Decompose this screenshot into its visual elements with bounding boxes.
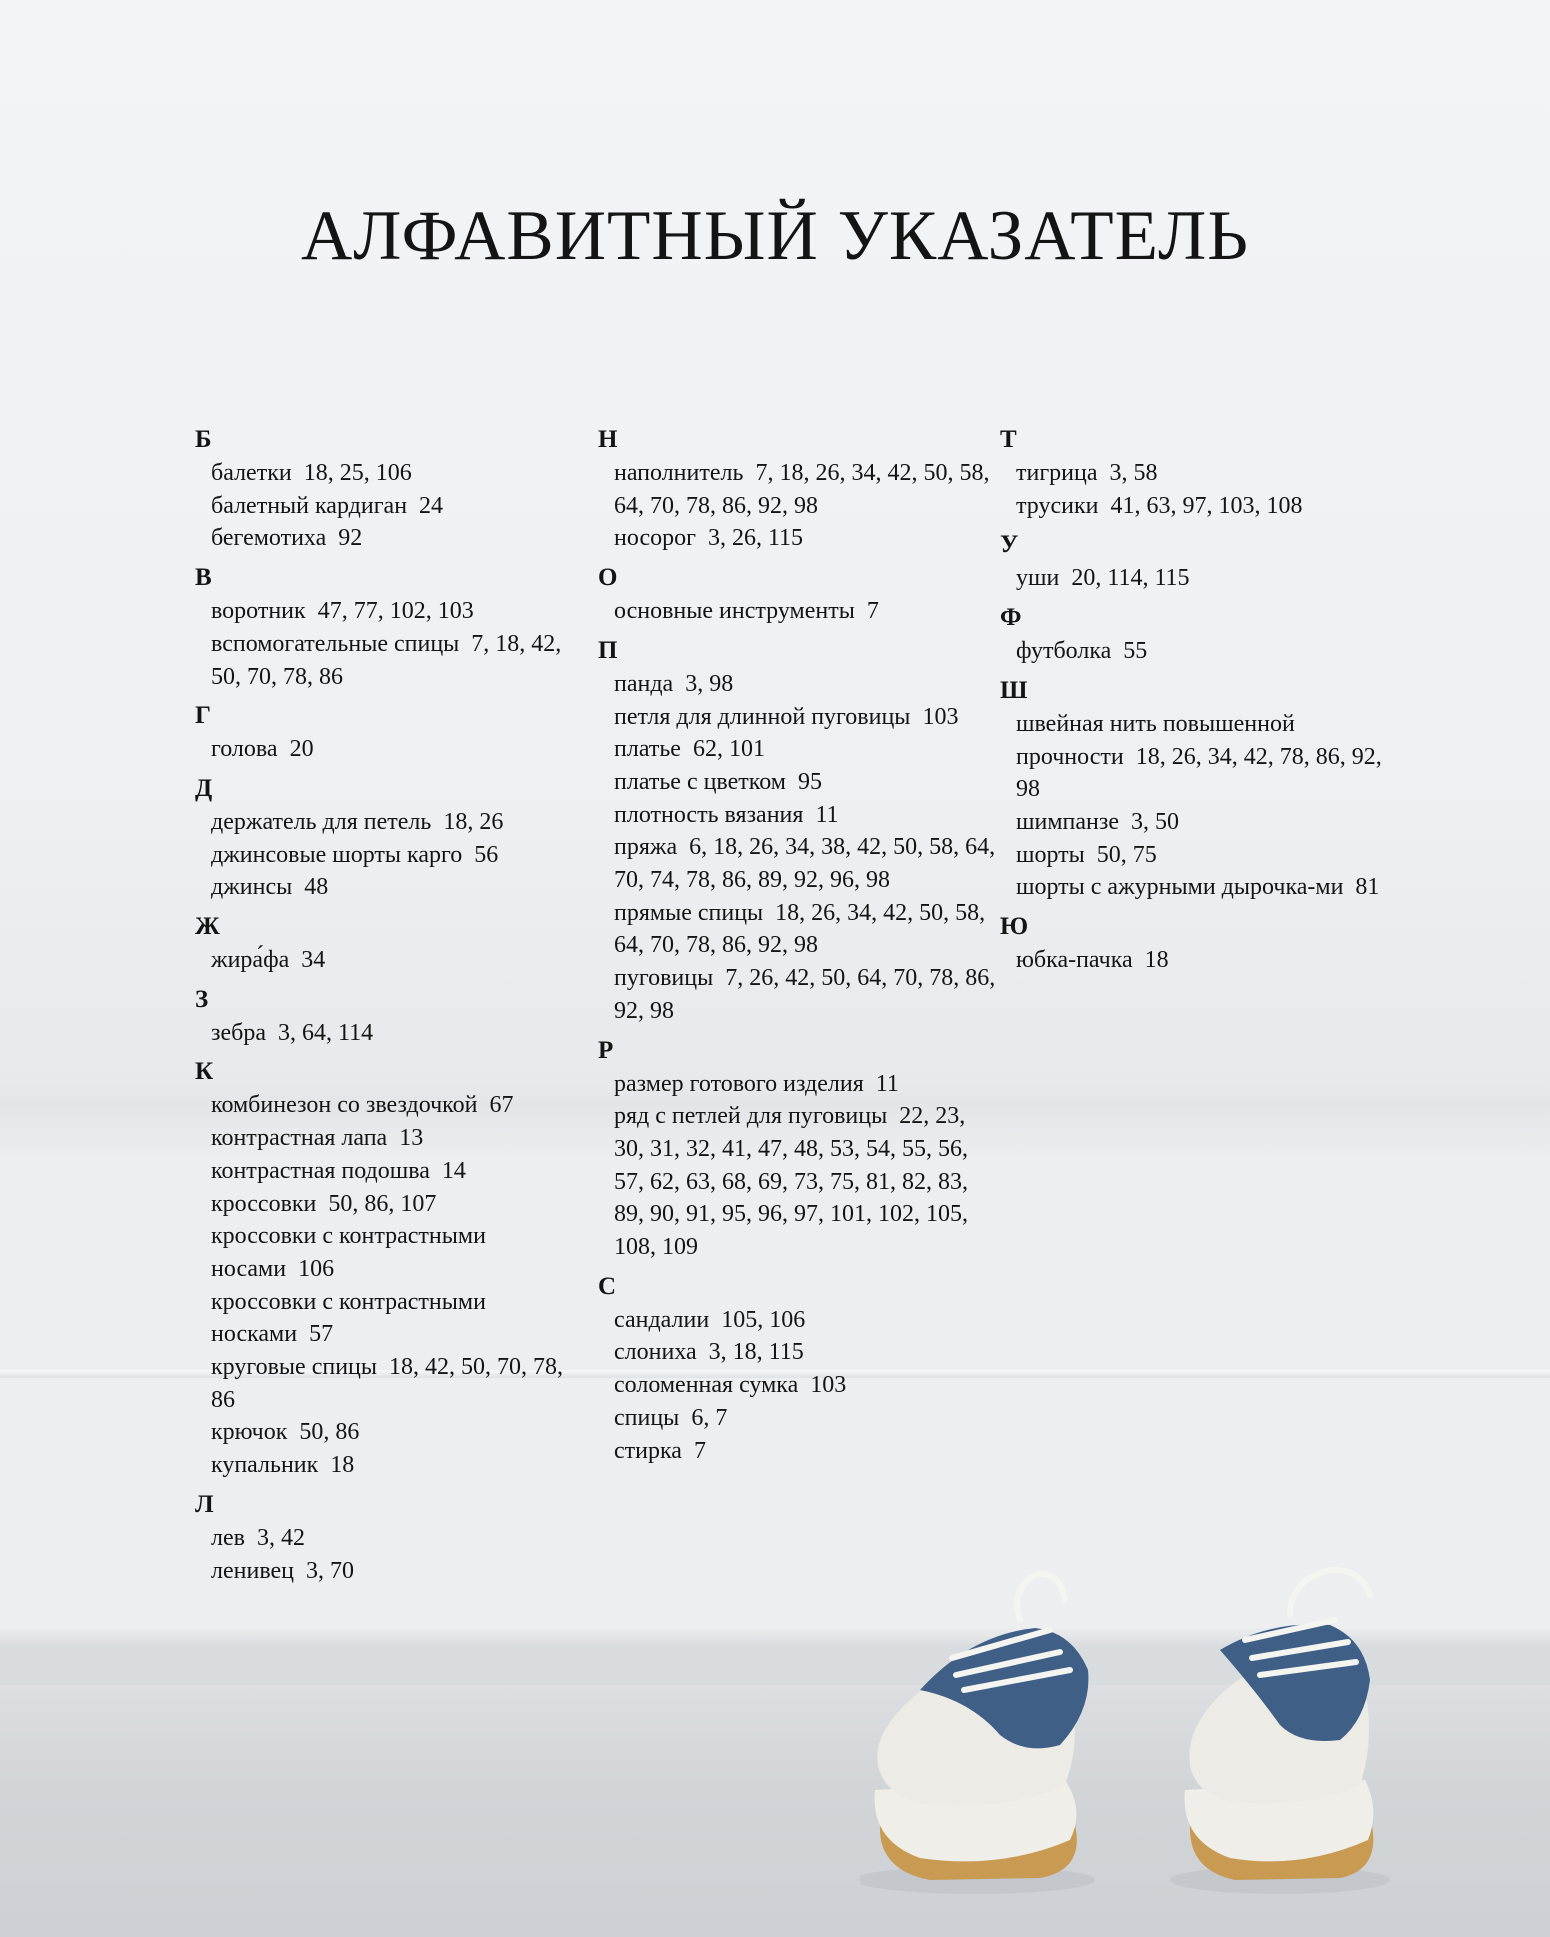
entry-term: юбка-пачка [1016, 947, 1133, 974]
index-entry [195, 806, 585, 839]
section-letter: З [195, 985, 209, 1013]
entry-pages: 18, 42, 50, 70, 78, 86 [211, 1354, 564, 1413]
index-entry [195, 1449, 585, 1482]
index-entry [195, 1155, 585, 1188]
entry-pages: 14 [441, 1157, 466, 1184]
entry-term: пряжа [614, 834, 678, 861]
index-entry [195, 1416, 585, 1449]
section-letter: В [195, 564, 212, 592]
entry-term: контрастная подошва [211, 1157, 430, 1184]
right-sneaker [1170, 1570, 1390, 1894]
index-section [195, 701, 585, 766]
section-letter: Г [195, 702, 211, 730]
page-title: АЛФАВИТНЫЙ УКАЗАТЕЛЬ [300, 197, 1250, 275]
entry-term: купальник [211, 1452, 319, 1479]
index-entry [598, 1402, 998, 1435]
entry-pages: 57 [309, 1321, 334, 1348]
entry-pages: 22, 23, 30, 31, 32, 41, 47, 48, 53, 54, 55, 56, 57, 62, 63, 68, 69, 73, 75, 81, 82, 83, 89, 90, 91, 95, 96, 97, 101, 102, 105, 108, 109 [614, 1103, 968, 1261]
entry-term: панда [614, 670, 674, 697]
entry-term: платье с цветком [614, 768, 786, 795]
entry-pages: 3, 64, 114 [278, 1019, 374, 1046]
entry-pages: 50, 86 [299, 1419, 360, 1446]
section-letter: Н [598, 426, 618, 453]
entry-term: держатель для петель [211, 808, 432, 835]
index-entry [1000, 490, 1390, 523]
entry-term: вспомогательные спицы [211, 630, 460, 657]
index-entry [598, 457, 998, 522]
entry-pages: 7 [693, 1437, 706, 1464]
entry-pages: 106 [298, 1255, 335, 1282]
entry-term: кроссовки с контрастными носками [211, 1288, 486, 1348]
section-letter: Ф [1000, 604, 1022, 632]
index-entry [1000, 635, 1390, 668]
entry-pages: 50, 75 [1096, 841, 1157, 868]
index-entry [598, 733, 998, 766]
index-entry [598, 1435, 998, 1468]
entry-term: уши [1016, 565, 1060, 592]
entry-term: шорты [1016, 841, 1085, 868]
entry-term: платье [614, 736, 681, 763]
index-entry [598, 668, 998, 701]
section-letter: Ж [195, 913, 220, 941]
section-letter: С [598, 1272, 617, 1300]
index-entry [1000, 457, 1390, 490]
entry-term: футболка [1016, 638, 1112, 665]
entry-pages: 6, 7 [691, 1404, 728, 1431]
section-letter: П [598, 636, 618, 664]
index-section [598, 563, 998, 628]
entry-pages: 3, 50 [1130, 808, 1179, 835]
index-entry [195, 1122, 585, 1155]
index-entry [1000, 708, 1390, 806]
entry-term: кроссовки с контрастными носами [211, 1223, 486, 1282]
entry-term: слониха [614, 1339, 697, 1366]
index-entry [598, 1100, 998, 1264]
index-section [195, 563, 585, 693]
index-entry [1000, 944, 1390, 977]
index-section [598, 1272, 998, 1468]
index-entry [1000, 806, 1390, 839]
entry-term: соломенная сумка [614, 1372, 799, 1399]
entry-term: лев [211, 1524, 245, 1551]
entry-term: шимпанзе [1016, 808, 1119, 835]
entry-pages: 18 [330, 1452, 355, 1479]
entry-term: сандалии [614, 1306, 710, 1333]
entry-term: носорог [614, 525, 696, 552]
entry-pages: 62, 101 [692, 736, 765, 763]
section-letter: Р [598, 1036, 614, 1064]
entry-pages: 6, 18, 26, 34, 38, 42, 50, 58, 64, 70, 74, 78, 86, 89, 92, 96, 98 [614, 834, 996, 894]
entry-term: зебра [211, 1019, 266, 1046]
entry-term: комбинезон со звездочкой [211, 1092, 478, 1119]
entry-term: балетки [211, 460, 292, 486]
index-entry [598, 1304, 998, 1337]
knitted-baby-sneakers-photo [860, 1540, 1420, 1900]
entry-pages: 56 [474, 841, 499, 868]
index-section [598, 636, 998, 1028]
index-entry [598, 522, 998, 555]
index-entry [195, 1017, 585, 1050]
index-entry [195, 1522, 585, 1555]
index-entry [195, 1188, 585, 1221]
section-letter: Ш [1000, 676, 1028, 704]
index-section [195, 774, 585, 904]
entry-pages: 3, 58 [1109, 460, 1158, 486]
entry-pages: 11 [815, 801, 839, 828]
index-entry [195, 944, 585, 977]
index-column-2 [598, 425, 998, 1475]
index-section [195, 985, 585, 1050]
entry-pages: 55 [1123, 638, 1148, 665]
entry-pages: 3, 70 [306, 1557, 355, 1584]
index-entry [598, 831, 998, 896]
section-letter: Б [195, 426, 212, 453]
entry-pages: 7, 18, 26, 34, 42, 50, 58, 64, 70, 78, 86, 92, 98 [614, 460, 990, 519]
entry-pages: 34 [301, 947, 326, 974]
index-entry [598, 701, 998, 734]
entry-term: кроссовки [211, 1190, 317, 1217]
entry-pages: 67 [489, 1092, 514, 1119]
index-entry [195, 1351, 585, 1416]
index-section [195, 912, 585, 977]
index-entry [195, 457, 585, 490]
entry-pages: 81 [1355, 874, 1380, 901]
entry-term: ряд с петлей для пуговицы [614, 1103, 888, 1130]
index-column-3 [1000, 425, 1390, 985]
entry-term: пуговицы [614, 965, 714, 992]
entry-pages: 3, 26, 115 [707, 525, 804, 552]
index-entry [1000, 562, 1390, 595]
entry-term: крючок [211, 1419, 288, 1446]
entry-pages: 20, 114, 115 [1071, 565, 1190, 592]
entry-term: голова [211, 736, 278, 763]
entry-pages: 3, 18, 115 [708, 1339, 804, 1366]
entry-pages: 7 [866, 598, 879, 625]
section-letter: Ю [1000, 913, 1029, 941]
entry-pages: 18, 26, 34, 42, 78, 86, 92, 98 [1016, 743, 1382, 803]
entry-term: ленивец [211, 1557, 295, 1584]
entry-term: размер готового изделия [614, 1070, 864, 1097]
index-entry [598, 595, 998, 628]
index-entry [195, 871, 585, 904]
left-sneaker [860, 1574, 1095, 1894]
index-section [1000, 603, 1390, 668]
entry-pages: 18, 26 [443, 808, 504, 835]
index-entry [598, 1369, 998, 1402]
index-entry [195, 628, 585, 693]
entry-term: петля для длинной пуговицы [614, 703, 911, 730]
index-entry [195, 490, 585, 523]
index-entry [598, 766, 998, 799]
index-section [195, 1490, 585, 1587]
entry-pages: 92 [338, 525, 363, 552]
entry-term: тигрица [1016, 460, 1098, 486]
entry-pages: 7, 26, 42, 50, 64, 70, 78, 86, 92, 98 [614, 965, 996, 1024]
entry-pages: 3, 98 [685, 670, 734, 697]
section-letter: О [598, 564, 618, 592]
index-section [1000, 676, 1390, 904]
entry-pages: 18, 25, 106 [303, 460, 412, 486]
entry-term: круговые спицы [211, 1354, 378, 1381]
entry-pages: 103 [810, 1372, 847, 1399]
entry-term: джинсовые шорты карго [211, 841, 463, 868]
entry-pages: 20 [289, 736, 314, 763]
index-entry [195, 1220, 585, 1285]
entry-term: трусики [1016, 492, 1099, 519]
entry-term: основные инструменты [614, 598, 855, 625]
entry-term: контрастная лапа [211, 1125, 388, 1152]
entry-pages: 7, 18, 42, 50, 70, 78, 86 [211, 630, 562, 690]
section-letter: Л [195, 1490, 214, 1518]
entry-pages: 11 [875, 1070, 899, 1097]
index-entry [1000, 839, 1390, 872]
entry-pages: 18, 26, 34, 42, 50, 58, 64, 70, 78, 86, 92, 98 [614, 899, 986, 959]
section-letter: Д [195, 774, 213, 802]
index-section [598, 1036, 998, 1264]
index-section [1000, 425, 1390, 522]
index-entry [1000, 871, 1390, 904]
entry-pages: 18 [1144, 947, 1169, 974]
entry-pages: 50, 86, 107 [328, 1190, 437, 1217]
entry-term: плотность вязания [614, 801, 804, 828]
index-column-1 [195, 425, 585, 1595]
entry-term: шорты с ажурными дырочка-ми [1016, 874, 1344, 901]
index-entry [195, 595, 585, 628]
index-entry [195, 733, 585, 766]
entry-pages: 3, 42 [256, 1524, 305, 1551]
index-entry [598, 897, 998, 962]
entry-pages: 48 [304, 874, 329, 901]
entry-pages: 105, 106 [721, 1306, 806, 1333]
entry-term: швейная нить повышенной прочности [1016, 710, 1295, 770]
index-entry [598, 799, 998, 832]
entry-term: жира́фа [211, 947, 290, 974]
section-letter: Т [1000, 426, 1017, 453]
entry-term: спицы [614, 1404, 680, 1431]
entry-term: стирка [614, 1437, 682, 1464]
entry-term: наполнитель [614, 460, 744, 486]
entry-pages: 24 [419, 492, 444, 519]
entry-pages: 103 [922, 703, 959, 730]
index-entry [195, 1089, 585, 1122]
entry-pages: 41, 63, 97, 103, 108 [1110, 492, 1303, 519]
section-letter: К [195, 1058, 214, 1086]
entry-pages: 95 [797, 768, 822, 795]
section-letter: У [1000, 531, 1019, 559]
index-entry [598, 1336, 998, 1369]
entry-term: прямые спицы [614, 899, 764, 926]
entry-pages: 13 [399, 1125, 424, 1152]
index-section [195, 425, 585, 555]
entry-term: бегемотиха [211, 525, 327, 552]
index-entry [598, 1068, 998, 1101]
entry-pages: 47, 77, 102, 103 [317, 598, 474, 625]
index-section [1000, 912, 1390, 977]
index-section [1000, 530, 1390, 595]
entry-term: балетный кардиган [211, 492, 408, 519]
index-section [195, 1057, 585, 1481]
index-entry [195, 839, 585, 872]
index-entry [195, 1555, 585, 1588]
index-entry [598, 962, 998, 1027]
index-entry [195, 1286, 585, 1351]
entry-term: джинсы [211, 874, 293, 901]
index-section [598, 425, 998, 555]
index-entry [195, 522, 585, 555]
entry-term: воротник [211, 598, 306, 625]
